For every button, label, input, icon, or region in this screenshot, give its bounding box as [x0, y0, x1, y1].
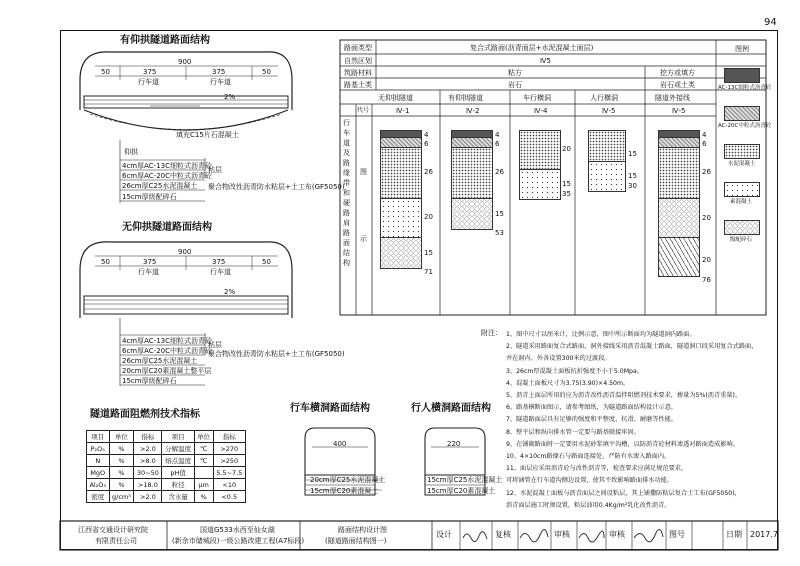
sec1-dim-b: 375 — [143, 68, 157, 76]
c1-t2: 6 — [424, 140, 429, 148]
pedestrian-tunnel-layer-2: 15cm厚C20素混凝土 — [427, 487, 496, 495]
check-label: 复核 — [495, 530, 511, 539]
c5-t4: 20 — [702, 214, 711, 222]
sec1-layer-3: 26cm厚C25水泥混凝土 — [122, 182, 198, 190]
table-cell: % — [109, 455, 134, 467]
note-line: 6、路基横断面图示，请参考图纸，为隧道路面结构设计示意。 — [506, 404, 677, 412]
note-line: 11、面层应采用沥青砼与改性沥青等，检查要求应满足规范要求， — [506, 465, 688, 473]
row-value-type: 复合式路面(沥青面层+水泥混凝土面层) — [470, 44, 594, 52]
note-line: 可将涵管在行车道沟侧边设置，使其不致影响路面排水功能。 — [506, 477, 674, 485]
design-label: 设计 — [436, 530, 452, 539]
drawing-line-2: (隧道路面结构图一) — [325, 537, 387, 545]
table-cell: % — [109, 443, 134, 455]
c3-t1: 20 — [562, 145, 571, 153]
code-1: Ⅳ-1 — [396, 107, 410, 115]
legend-label-concrete: 水泥混凝土 — [728, 161, 756, 167]
row-value-soil: 岩石 — [508, 81, 522, 89]
sec1-title: 有仰拱隧道路面结构 — [120, 35, 210, 46]
sec2-layer-note-a: 粘层 — [208, 341, 222, 349]
note-line: 4、混凝土面板尺寸为3.75(3.90)×4.50m。 — [506, 379, 630, 387]
row-value-material: 粘方 — [508, 69, 522, 77]
sec2-layer-4: 20cm厚C20素混凝土整平层 — [122, 367, 212, 375]
row3-right: 挖方或填方 — [660, 69, 695, 77]
sec1-lane-left: 行车道 — [138, 78, 159, 86]
row-label-type: 路面类型 — [344, 44, 372, 52]
table-cell: % — [194, 491, 213, 503]
company-line-1: 江西省交通设计研究院 — [78, 526, 148, 534]
sec1-slope: 2% — [224, 93, 236, 101]
table-cell: ℃ — [194, 455, 213, 467]
legend-label-gravel: 级配碎石 — [730, 237, 753, 243]
vehicle-tunnel-title: 行车横洞路面结构 — [290, 403, 370, 414]
sec1-fill-note: 填充C15片石混凝土 — [176, 131, 239, 139]
table-cell: 5.5~7.5 — [213, 467, 245, 479]
code-2: Ⅳ-2 — [466, 107, 480, 115]
pedestrian-tunnel-layer-1: 15cm厚C25水泥混凝土 — [427, 476, 503, 484]
spec-header: 项目 — [162, 431, 194, 443]
sec2-layer-5: 15cm厚级配碎石 — [122, 377, 177, 385]
c2-t3: 26 — [495, 168, 504, 176]
side-char-1: 图 — [360, 168, 367, 176]
c1-t5: 15 — [424, 249, 433, 257]
c4-t2: 15 — [628, 172, 637, 180]
table-cell: 30~50 — [134, 467, 162, 479]
c3-t3: 35 — [562, 190, 571, 198]
legend-label-ac13: AC-13C细粒式沥青砼 — [718, 85, 772, 91]
sec1-layer-1: 4cm厚AC-13C细粒式沥青砼 — [122, 162, 212, 170]
col-header-1: 无仰拱隧道 — [378, 94, 413, 102]
sec1-dim-total: 900 — [178, 58, 192, 66]
table-cell: <0.5 — [213, 491, 245, 503]
sec1-dim-c: 375 — [212, 68, 226, 76]
col-header-2: 有仰拱隧道 — [448, 94, 483, 102]
table-cell: >18.0 — [134, 479, 162, 491]
table-cell: >2.0 — [134, 443, 162, 455]
sec2-layer-note-b: 聚合物改性沥青防水粘层+土工布(GF5050) — [208, 350, 345, 358]
table-cell: ℃ — [194, 443, 213, 455]
col-header-3: 车行横洞 — [523, 94, 551, 102]
c3-t2: 15 — [562, 180, 571, 188]
vehicle-tunnel-width: 400 — [333, 440, 347, 448]
spec-header: 单位 — [109, 431, 134, 443]
vehicle-tunnel-layer-1: 20cm厚C25水泥混凝土 — [310, 476, 386, 484]
table-cell: N — [87, 455, 110, 467]
table-cell: <10 — [213, 479, 245, 491]
date-label: 日期 — [726, 530, 742, 539]
note-line: 5、沥青上面层所用的应为沥青改性沥青温拌阻燃剂技术要求，掺量为5%(沥青重量)。 — [506, 392, 742, 400]
table-cell: >2.0 — [134, 491, 162, 503]
table-cell: % — [109, 479, 134, 491]
spec-header: 项目 — [87, 431, 110, 443]
sec1-invert: 仰拱 — [124, 148, 138, 156]
row-label-material: 筑路材料 — [344, 69, 372, 77]
sec2-slope: 2% — [224, 288, 236, 296]
row4-right: 岩石或土类 — [660, 81, 695, 89]
c1-t6: 71 — [424, 268, 433, 276]
row-value-zone: Ⅳ5 — [540, 57, 551, 65]
legend-label-plain: 素混凝土 — [730, 199, 753, 205]
table-cell: >250 — [213, 455, 245, 467]
side-label: 行车道及路缘带和硬路肩路面结构 — [343, 119, 350, 267]
table-cell: 熔点温度 — [162, 455, 194, 467]
c2-t1: 4 — [495, 131, 500, 139]
code-5: Ⅳ-5 — [672, 107, 686, 115]
table-cell: >270 — [213, 443, 245, 455]
c5-t3: 26 — [702, 168, 711, 176]
table-cell: Al₂O₃ — [87, 479, 110, 491]
date-value: 2017.7 — [750, 530, 778, 539]
note-line: 并在洞内、外各设置300米的过渡段。 — [506, 355, 611, 363]
project-line-1: 国道G533水西至仙女湖 — [200, 526, 275, 534]
legend-label-ac20: AC-20C中粒式沥青砼 — [718, 123, 772, 129]
sec1-layer-2: 6cm厚AC-20C中粒式沥青砼 — [122, 172, 212, 180]
review-label: 审核 — [554, 530, 570, 539]
note-line: 8、整平层和纵向排水管一定要与路基联接牢固。 — [506, 428, 640, 436]
project-line-2: (新余市储城段)一级公路改建工程(A7标段) — [172, 537, 305, 545]
c5-t6: 76 — [702, 276, 711, 284]
table-cell: 粒径 — [162, 479, 194, 491]
c1-t4: 20 — [424, 213, 433, 221]
company-line-2: 有限责任公司 — [95, 537, 137, 545]
col-header-5: 隧道外接线 — [655, 94, 690, 102]
table-cell: 分解温度 — [162, 443, 194, 455]
row-label-zone: 自然区划 — [344, 57, 372, 65]
sec2-layer-2: 6cm厚AC-20C中粒式沥青砼 — [122, 347, 212, 355]
note-line: 9、在铺砌路面时一定要用水泥砂浆填平沟槽，以防沥青砼材料渗透对路面造成影响。 — [506, 440, 739, 448]
table-cell: 密度 — [87, 491, 110, 503]
code-label: 代号 — [357, 107, 370, 114]
sec1-lane-right: 行车道 — [210, 78, 231, 86]
sec2-dim-a: 50 — [101, 258, 110, 266]
vehicle-tunnel-layer-2: 15cm厚C20素混凝土 — [310, 487, 379, 495]
spec-header: 单位 — [194, 431, 213, 443]
legend-title: 图例 — [735, 45, 749, 53]
sec2-lane-left: 行车道 — [138, 268, 159, 276]
c2-t4: 15 — [495, 210, 504, 218]
c2-t5: 53 — [495, 229, 504, 237]
sec2-dim-total: 900 — [178, 248, 192, 256]
table-cell: 含水量 — [162, 491, 194, 503]
spec-header: 指标 — [213, 431, 245, 443]
note-line: 10、4×10cm路缘石与路面连接处，严防有水渗入路面内。 — [506, 453, 671, 461]
sec2-layer-1: 4cm厚AC-13C细粒式沥青砼 — [122, 337, 212, 345]
note-line: 沥青面层施工时须设置，粘层油用0.4Kg/m²乳化改性沥青。 — [506, 501, 671, 509]
sec2-dim-d: 50 — [262, 258, 271, 266]
row-label-soil: 路基土类 — [344, 81, 372, 89]
sec2-dim-c: 375 — [212, 258, 226, 266]
pedestrian-tunnel-title: 行人横洞路面结构 — [411, 403, 491, 414]
side-char-2: 示 — [360, 235, 367, 243]
note-line: 1、图中尺寸以厘米计，比例示意，图中所示断面均为隧道洞内路面。 — [506, 331, 696, 338]
c4-t1: 15 — [628, 150, 637, 158]
table-cell: g/cm³ — [109, 491, 134, 503]
sec2-title: 无仰拱隧道路面结构 — [122, 222, 212, 233]
drawing-no-label: 图号 — [669, 530, 685, 539]
drawing-line-1: 路面结构设计图 — [338, 526, 387, 534]
sec2-dim-b: 375 — [143, 258, 157, 266]
table-cell: P₂O₅ — [87, 443, 110, 455]
c1-t3: 26 — [424, 168, 433, 176]
note-line: 7、隧道路面层具有足够的强度和平整度，抗滑、耐磨等性能。 — [506, 416, 677, 424]
note-line: 3、26cm厚混凝土面板抗折强度不小于5.0Mpa。 — [506, 367, 643, 375]
c2-t2: 6 — [495, 140, 500, 148]
sec1-layer-note-a: 粘层 — [208, 166, 222, 174]
c5-t1: 4 — [702, 131, 707, 139]
table-cell: >8.0 — [134, 455, 162, 467]
table-cell: μm — [194, 479, 213, 491]
table-cell: MgO — [87, 467, 110, 479]
c4-t3: 30 — [628, 182, 637, 190]
table-cell: % — [109, 467, 134, 479]
code-3: Ⅳ-4 — [534, 107, 548, 115]
col-header-4: 人行横洞 — [590, 94, 618, 102]
c1-t1: 4 — [424, 131, 429, 139]
note-line: 2、隧道采用路面复合式路面，洞外接线采用沥青混凝土路面，隧道洞口段采用复合式路面， — [506, 343, 758, 351]
notes-head: 附注： — [481, 329, 502, 337]
sec2-layer-3: 26cm厚C25水泥混凝土 — [122, 357, 198, 365]
sec1-layer-4: 15cm厚级配碎石 — [122, 193, 177, 201]
sec1-dim-a: 50 — [101, 68, 110, 76]
sec1-layer-note-b: 聚合物改性沥青防水粘层+土工布(GF5050) — [208, 183, 345, 191]
approve-label: 审核 — [609, 530, 625, 539]
c5-t5: 20 — [702, 256, 711, 264]
note-line: 12、水泥混凝土面板与沥青面层之间设粘层，其上铺撒防粘层复合土工布(GF5050)， — [506, 489, 741, 497]
table-cell: pH值 — [162, 467, 194, 479]
sec2-lane-right: 行车道 — [210, 268, 231, 276]
spec-header: 指标 — [134, 431, 162, 443]
spec-table-title: 隧道路面阻燃剂技术指标 — [90, 409, 200, 420]
pedestrian-tunnel-width: 220 — [447, 440, 461, 448]
c5-t2: 6 — [702, 140, 707, 148]
sec1-dim-d: 50 — [262, 68, 271, 76]
code-4: Ⅳ-5 — [602, 107, 616, 115]
page-number: 94 — [764, 17, 777, 28]
